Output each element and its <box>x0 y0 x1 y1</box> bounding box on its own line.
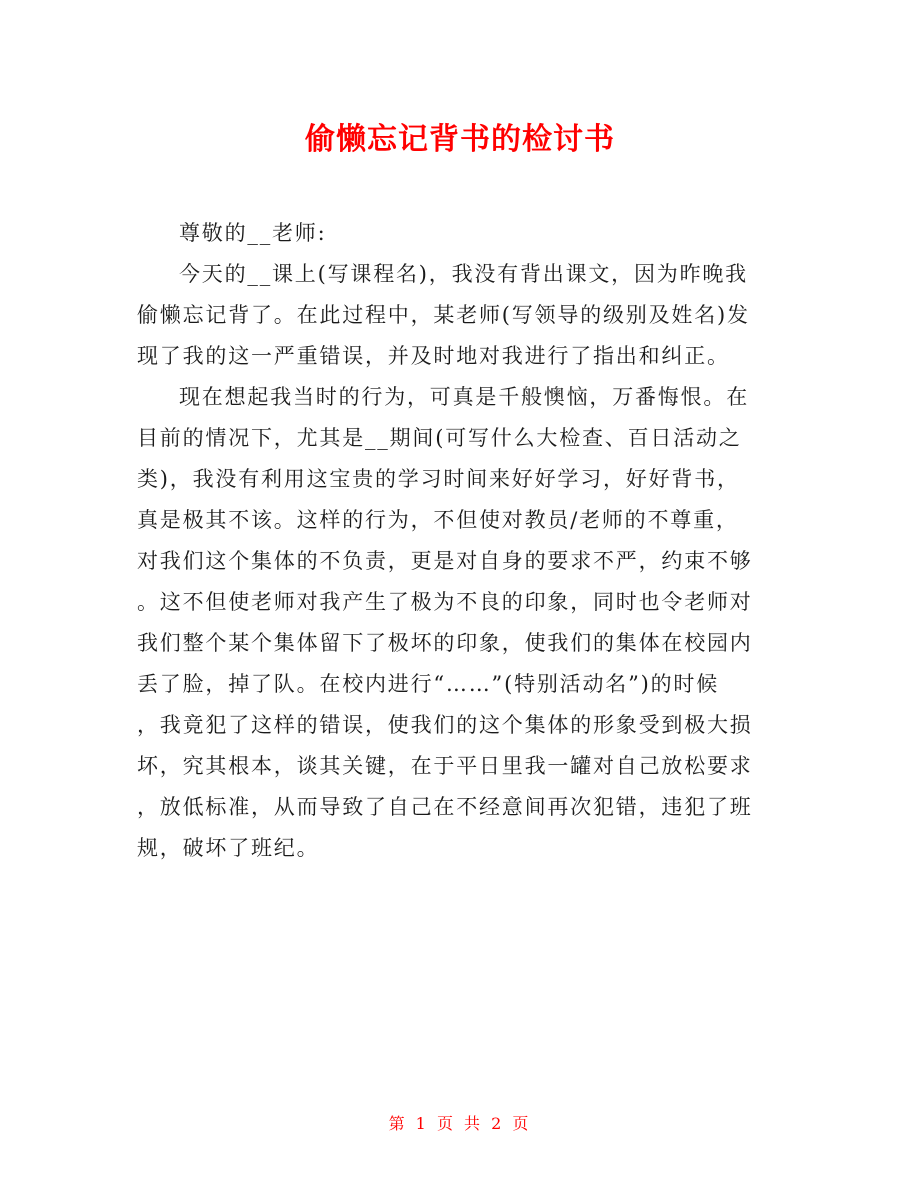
document-title: 偷懒忘记背书的检讨书 <box>305 122 615 157</box>
text-line: 尊敬的__老师: <box>179 221 327 245</box>
text-line: 现在想起我当时的行为，可真是千般懊恼，万番悔恨。在 <box>179 385 749 409</box>
text-line: 真是极其不该。这样的行为，不但使对教员/老师的不尊重， <box>137 508 739 532</box>
text-line: 。这不但使老师对我产生了极为不良的印象，同时也令老师对 <box>137 590 753 614</box>
text-line: ，放低标准，从而导致了自己在不经意间再次犯错，违犯了班 <box>137 795 753 819</box>
text-line: ，我竟犯了这样的错误，使我们的这个集体的形象受到极大损 <box>137 713 753 737</box>
text-line: 我们整个某个集体留下了极坏的印象，使我们的集体在校园内 <box>137 631 753 655</box>
text-line: 对我们这个集体的不负责，更是对自身的要求不严，约束不够 <box>137 549 753 573</box>
text-line: 类)，我没有利用这宝贵的学习时间来好好学习，好好背书， <box>137 467 740 491</box>
text-line: 目前的情况下，尤其是__期间(可写什么大检查、百日活动之 <box>137 426 742 450</box>
document-body <box>137 213 787 869</box>
page-number-footer: 第 1 页 共 2 页 <box>388 1114 532 1133</box>
text-line: 丢了脸，掉了队。在校内进行“……”(特别活动名”)的时候 <box>137 672 719 696</box>
text-line: 现了我的这一严重错误，并及时地对我进行了指出和纠正。 <box>137 344 730 368</box>
text-line: 偷懒忘记背了。在此过程中，某老师(写领导的级别及姓名)发 <box>137 303 750 327</box>
text-line: 今天的__课上(写课程名)，我没有背出课文，因为昨晚我 <box>179 262 748 286</box>
text-line: 规，破坏了班纪。 <box>137 836 320 860</box>
text-line: 坏，究其根本，谈其关键，在于平日里我一罐对自己放松要求 <box>137 754 753 778</box>
